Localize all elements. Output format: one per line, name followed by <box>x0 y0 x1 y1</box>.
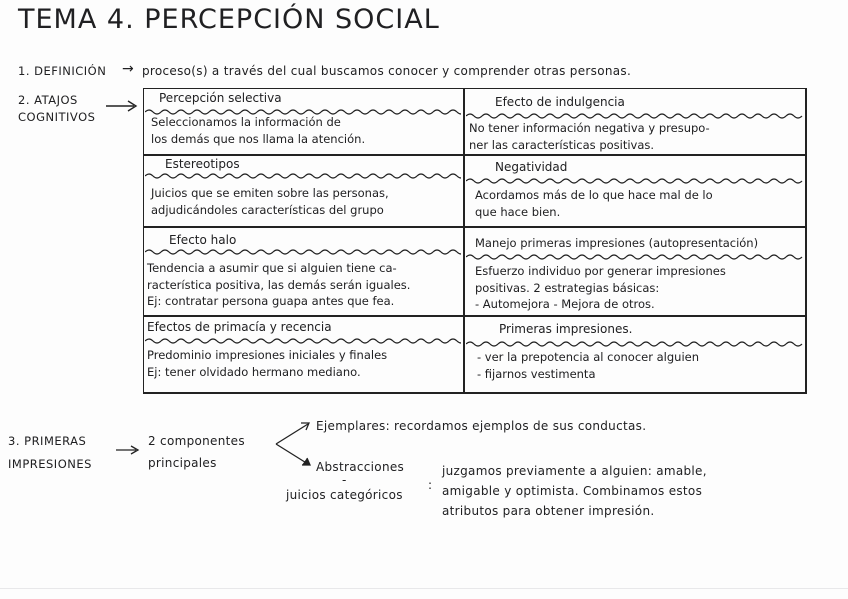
cell-title-percepcion-selectiva: Percepción selectiva <box>159 91 282 105</box>
cell-title-efecto-halo: Efecto halo <box>169 233 237 247</box>
explanation-line: amigable y optimista. Combinamos estos <box>442 484 703 498</box>
branch-abstracciones: Abstracciones <box>316 460 405 474</box>
cell-title-primeras-impresiones: Primeras impresiones. <box>499 322 633 336</box>
branch-juicios-categoricos: juicios categóricos <box>286 488 403 502</box>
section-primeras-label-line1: 3. PRIMERAS <box>8 434 87 448</box>
cell-title-primacia-recencia: Efectos de primacía y recencia <box>147 320 332 334</box>
page-title: TEMA 4. PERCEPCIÓN SOCIAL <box>18 4 440 35</box>
cell-text-negatividad <box>475 187 713 220</box>
cell-line: Seleccionamos la información de <box>151 115 341 129</box>
row-divider <box>143 315 807 317</box>
components-label <box>148 430 245 474</box>
cell-title-estereotipos: Estereotipos <box>165 157 240 171</box>
cell-text-manejo-impresiones <box>475 263 726 313</box>
cell-text-primeras-impresiones <box>477 349 699 382</box>
cell-line: Juicios que se emiten sobre las personas, <box>151 186 389 200</box>
cell-line: positivas. 2 estrategias básicas: <box>475 280 660 295</box>
title-underline-wave <box>145 172 461 180</box>
cell-line: Ej: tener olvidado hermano mediano. <box>147 364 361 379</box>
arrow-right-icon <box>104 99 140 113</box>
section-primeras-label-line2: IMPRESIONES <box>8 457 92 471</box>
section-atajos-label-line1: 2. ATAJOS <box>18 93 78 107</box>
cell-line: Esfuerzo individuo por generar impresiones <box>475 264 726 278</box>
branch-ejemplares: Ejemplares: recordamos ejemplos de sus conductas. <box>316 419 647 433</box>
cell-line: que hace bien. <box>475 204 561 219</box>
cell-title-negatividad: Negatividad <box>495 160 568 174</box>
row-divider <box>143 154 807 156</box>
title-underline-wave <box>145 337 461 345</box>
cell-text-estereotipos <box>151 185 389 218</box>
cell-title-manejo-impresiones: Manejo primeras impresiones (autopresentación) <box>475 236 759 250</box>
cell-title-efecto-indulgencia: Efecto de indulgencia <box>495 95 625 109</box>
cell-line: Tendencia a asumir que si alguien tiene ca- <box>147 261 397 275</box>
cell-line: - Automejora - Mejora de otros. <box>475 297 655 311</box>
paper-edge <box>0 588 848 589</box>
row-divider <box>143 226 807 228</box>
cell-line: Acordamos más de lo que hace mal de lo <box>475 188 713 202</box>
branch-colon: : <box>428 478 433 492</box>
section-atajos-label-line2: COGNITIVOS <box>18 110 96 124</box>
section-atajos-label <box>18 92 95 126</box>
cell-text-efecto-halo <box>147 260 410 310</box>
explanation-line: atributos para obtener impresión. <box>442 504 655 518</box>
title-underline-wave <box>145 248 461 256</box>
cell-line: Ej: contratar persona guapa antes que fea. <box>147 294 395 308</box>
title-underline-wave <box>466 340 805 348</box>
section-definicion-label: 1. DEFINICIÓN <box>18 64 107 78</box>
title-underline-wave <box>466 112 805 120</box>
explanation-line: juzgamos previamente a alguien: amable, <box>442 464 707 478</box>
section-primeras-label <box>8 433 92 473</box>
arrow-icon: → <box>122 61 134 77</box>
cell-text-primacia-recencia <box>147 347 387 380</box>
table-divider <box>463 88 465 394</box>
cell-text-percepcion-selectiva <box>151 114 365 147</box>
cell-line: ner las características positivas. <box>469 137 655 152</box>
branch-dash: - <box>342 473 347 487</box>
components-line2: principales <box>148 456 217 470</box>
cell-text-efecto-indulgencia <box>469 120 710 153</box>
cell-line: No tener información negativa y presupo- <box>469 121 710 135</box>
cell-line: los demás que nos llama la atención. <box>151 131 366 146</box>
branch-arrows-icon <box>272 418 316 470</box>
definicion-text: proceso(s) a través del cual buscamos conocer y comprender otras personas. <box>142 64 632 78</box>
cell-line: Predominio impresiones iniciales y finales <box>147 348 388 362</box>
title-underline-wave <box>466 253 805 261</box>
abstracciones-explanation <box>442 461 707 521</box>
cell-line: - fijarnos vestimenta <box>477 366 596 381</box>
atajos-table <box>143 88 807 394</box>
cell-line: adjudicándoles características del grupo <box>151 202 384 217</box>
components-line1: 2 componentes <box>148 434 245 448</box>
arrow-right-icon <box>114 444 142 456</box>
cell-line: - ver la prepotencia al conocer alguien <box>477 350 699 364</box>
cell-line: racterística positiva, las demás serán iguales. <box>147 277 411 292</box>
title-underline-wave <box>466 177 805 185</box>
